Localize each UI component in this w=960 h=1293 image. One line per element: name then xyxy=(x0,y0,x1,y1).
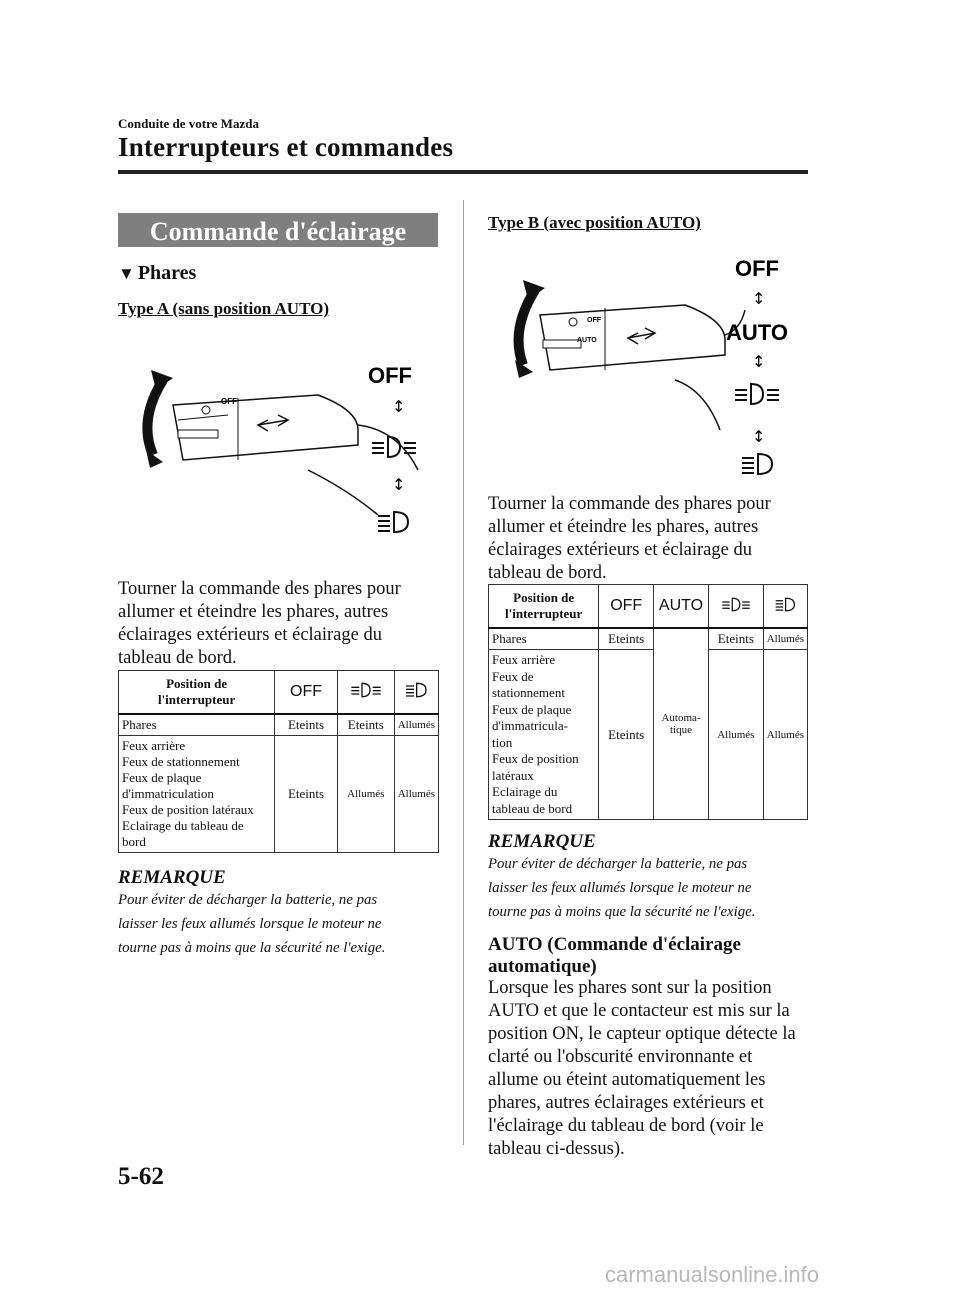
rotation-arrow-icon xyxy=(519,290,535,365)
figure-b-off-label: OFF xyxy=(735,256,779,281)
table-a-header-lowbeam xyxy=(337,671,394,715)
parking-light-icon xyxy=(404,682,428,698)
right-body-line: tableau de bord. xyxy=(488,563,607,583)
svg-text:OFF: OFF xyxy=(221,397,237,406)
type-a-heading: Type A (sans position AUTO) xyxy=(118,299,329,318)
remarque-line: Pour éviter de décharger la batterie, ne pas xyxy=(118,892,378,908)
table-row xyxy=(489,628,808,650)
figure-b-arrow-1: ↕ xyxy=(752,289,766,308)
table-cell: Feux arrière Feux de stationnement Feux de plaque d'immatricula- tion Feux de position latéraux Eclairage du tableau de bord xyxy=(489,650,599,820)
table-cell: Phares xyxy=(119,714,275,736)
parking-light-icon xyxy=(742,454,772,474)
auto-body-text xyxy=(488,977,796,1161)
figure-b-auto-label: AUTO xyxy=(726,320,788,345)
right-body-text xyxy=(488,493,771,585)
table-cell: Phares xyxy=(489,628,599,650)
parking-light-icon xyxy=(378,512,408,532)
table-row xyxy=(119,714,439,736)
table-cell: Eteints xyxy=(599,628,654,650)
table-a-header-off: OFF xyxy=(275,671,338,715)
watermark: carmanualsonline.info xyxy=(605,1262,820,1287)
left-remarque-text xyxy=(118,888,385,960)
column-divider xyxy=(463,200,464,1145)
figure-a-arrow-1: ↕ xyxy=(392,397,406,416)
headlight-switch-figure-b xyxy=(495,250,805,480)
table-cell: Eteints xyxy=(337,714,394,736)
table-cell: Eteints xyxy=(275,736,338,853)
rotation-arrow-icon xyxy=(147,380,163,455)
remarque-line: Pour éviter de décharger la batterie, ne pas xyxy=(488,856,748,872)
left-body-line: éclairages extérieurs et éclairage du xyxy=(118,625,382,645)
page-number: 5-62 xyxy=(118,1163,164,1190)
figure-b-arrow-3: ↕ xyxy=(752,427,766,446)
table-cell: Allumés xyxy=(394,736,438,853)
switch-table-a xyxy=(118,670,439,853)
table-b-header-position: Position de l'interrupteur xyxy=(489,585,599,629)
table-cell: Allumés xyxy=(394,714,438,736)
left-body-text xyxy=(118,578,401,670)
table-cell: Allumés xyxy=(708,650,763,820)
table-row xyxy=(119,736,439,853)
table-cell: Eteints xyxy=(275,714,338,736)
auto-body-line: position ON, le capteur optique détecte la xyxy=(488,1024,796,1044)
low-beam-icon xyxy=(735,384,779,404)
switch-table-b xyxy=(488,584,808,820)
left-body-line: tableau de bord. xyxy=(118,648,237,668)
section-label: Conduite de votre Mazda xyxy=(118,116,259,131)
right-remarque-heading: REMARQUE xyxy=(488,831,596,852)
remarque-line: laisser les feux allumés lorsque le moteur ne xyxy=(118,916,382,932)
auto-body-line: clarté ou l'obscurité environnante et xyxy=(488,1047,753,1067)
table-b-header-lowbeam xyxy=(708,585,763,629)
heading-phares-text: Phares xyxy=(137,262,197,284)
table-b-header-off: OFF xyxy=(599,585,654,629)
remarque-line: tourne pas à moins que la sécurité ne l'exige. xyxy=(118,940,386,956)
type-b-heading: Type B (avec position AUTO) xyxy=(488,213,701,232)
table-cell-auto: Automa- tique xyxy=(654,628,709,820)
figure-b-arrow-2: ↕ xyxy=(752,352,766,371)
auto-body-line: phares, autres éclairages extérieurs et xyxy=(488,1093,764,1113)
left-body-line: Tourner la commande des phares pour xyxy=(118,579,401,599)
parking-light-icon xyxy=(774,597,796,612)
headlight-switch-figure-a xyxy=(118,350,448,550)
low-beam-icon xyxy=(720,597,752,612)
right-remarque-text xyxy=(488,852,755,924)
auto-body-line: allume ou éteint automatiquement les xyxy=(488,1070,766,1090)
left-body-line: allumer et éteindre les phares, autres xyxy=(118,602,389,622)
table-b-header-parking xyxy=(763,585,807,629)
auto-title-line: automatique) xyxy=(488,956,597,977)
heading-marker-icon: ▼ xyxy=(118,264,135,283)
right-body-line: éclairages extérieurs et éclairage du xyxy=(488,540,752,560)
svg-text:OFF: OFF xyxy=(587,317,601,324)
table-cell: Allumés xyxy=(763,650,807,820)
remarque-line: tourne pas à moins que la sécurité ne l'exige. xyxy=(488,904,756,920)
heading-phares xyxy=(118,262,196,285)
auto-body-line: tableau ci-dessus). xyxy=(488,1139,625,1159)
table-row xyxy=(489,650,808,820)
table-a-header-position: Position de l'interrupteur xyxy=(119,671,275,715)
auto-body-line: l'éclairage du tableau de bord (voir le xyxy=(488,1116,764,1136)
table-b-header-auto: AUTO xyxy=(654,585,709,629)
figure-a-arrow-2: ↕ xyxy=(392,475,406,494)
table-cell: Allumés xyxy=(763,628,807,650)
auto-body-line: AUTO et que le contacteur est mis sur la xyxy=(488,1001,790,1021)
page-title: Interrupteurs et commandes xyxy=(118,132,454,162)
right-body-line: allumer et éteindre les phares, autres xyxy=(488,517,759,537)
svg-text:AUTO: AUTO xyxy=(577,337,597,344)
table-cell: Eteints xyxy=(599,650,654,820)
remarque-line: laisser les feux allumés lorsque le moteur ne xyxy=(488,880,752,896)
auto-body-line: Lorsque les phares sont sur la position xyxy=(488,978,772,998)
table-cell: Eteints xyxy=(708,628,763,650)
right-body-line: Tourner la commande des phares pour xyxy=(488,494,771,514)
table-a-header-parking xyxy=(394,671,438,715)
header-rule xyxy=(118,170,808,174)
auto-title-line: AUTO (Commande d'éclairage xyxy=(488,934,741,955)
low-beam-icon xyxy=(349,682,383,698)
section-banner: Commande d'éclairage xyxy=(118,213,438,247)
auto-section-title xyxy=(488,934,741,978)
table-cell: Allumés xyxy=(337,736,394,853)
figure-a-off-label: OFF xyxy=(368,363,412,388)
left-remarque-heading: REMARQUE xyxy=(118,867,226,888)
table-cell: Feux arrière Feux de stationnement Feux de plaque d'immatriculation Feux de position latéraux Eclairage du tableau de bord xyxy=(119,736,275,853)
